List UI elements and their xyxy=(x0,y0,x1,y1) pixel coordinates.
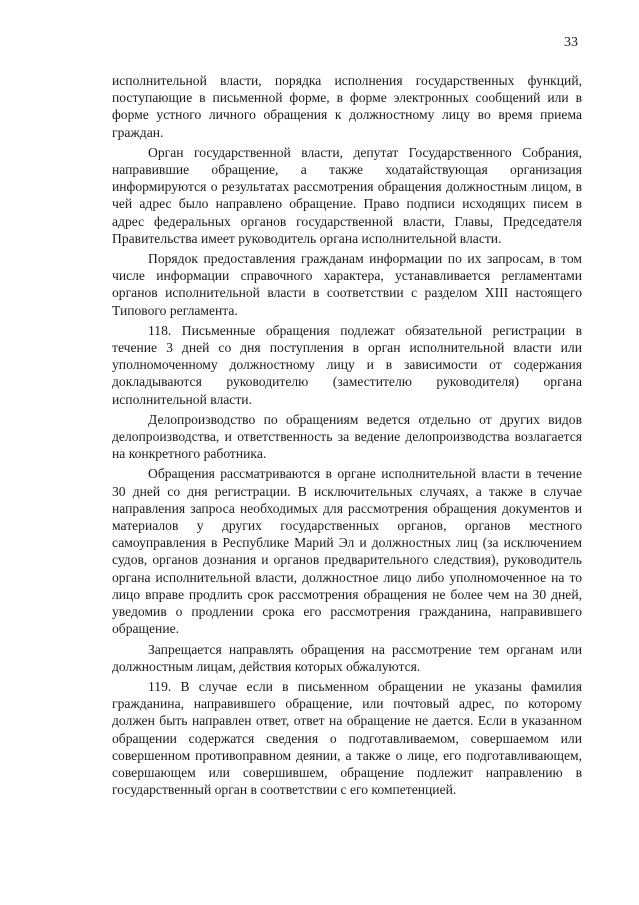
paragraph: Обращения рассматриваются в органе исполнительной власти в течение 30 дней со дня регистрации. В исключительных случаях, а также в случае направления запроса необходимых для рассмотрения обращения документов и материалов у других государственных органов, органов местного самоуправления в Республике Марий Эл и должностных лиц (за исключением судов, органов дознания и органов предварительного следствия), руководитель органа исполнительной власти, должностное лицо либо уполномоченное на то лицо вправе продлить срок рассмотрения обращения не более чем на 30 дней, уведомив о продлении срока его рассмотрения гражданина, направившего обращение. xyxy=(112,466,582,637)
paragraph: Запрещается направлять обращения на рассмотрение тем органам или должностным лицам, действия которых обжалуются. xyxy=(112,641,582,674)
paragraph: Порядок предоставления гражданам информации по их запросам, в том числе информации справочного характера, устанавливается регламентами органов исполнительной власти в соответствии с разделом XIII настоящего Типового регламента. xyxy=(112,251,582,318)
paragraph: Делопроизводство по обращениям ведется отдельно от других видов делопроизводства, и ответственность за ведение делопроизводства возлагается на конкретного работника. xyxy=(112,411,582,462)
paragraph-clause-119: 119. В случае если в письменном обращении не указаны фамилия гражданина, направившего обращение, или почтовый адрес, по которому должен быть направлен ответ, ответ на обращение не дается. Если в указанном обращении содержатся сведения о подготавливаемом, совершаемом или совершенном противоправном деянии, а также о лице, его подготавливающем, совершающем или совершившем, обращение подлежит направлению в государственный орган в соответствии с его компетенцией. xyxy=(112,678,582,798)
page-number: 33 xyxy=(564,35,578,50)
document-body xyxy=(112,72,582,798)
paragraph-clause-118: 118. Письменные обращения подлежат обязательной регистрации в течение 3 дней со дня поступления в орган исполнительной власти или уполномоченному должностному лицу и в зависимости от содержания докладываются руководителю (заместителю руководителя) органа исполнительной власти. xyxy=(112,322,582,407)
paragraph: Орган государственной власти, депутат Государственного Собрания, направившие обращение, а также ходатайствующая организация информируются о результатах рассмотрения обращения должностным лицом, в чей адрес было направлено обращение. Право подписи исходящих писем в адрес федеральных органов государственной власти, Главы, Председателя Правительства имеет руководитель органа исполнительной власти. xyxy=(112,144,582,246)
paragraph-continuation: исполнительной власти, порядка исполнения государственных функций, поступающие в письменной форме, в форме электронных сообщений или в форме устного личного обращения к должностному лицу во время приема граждан. xyxy=(112,73,582,140)
